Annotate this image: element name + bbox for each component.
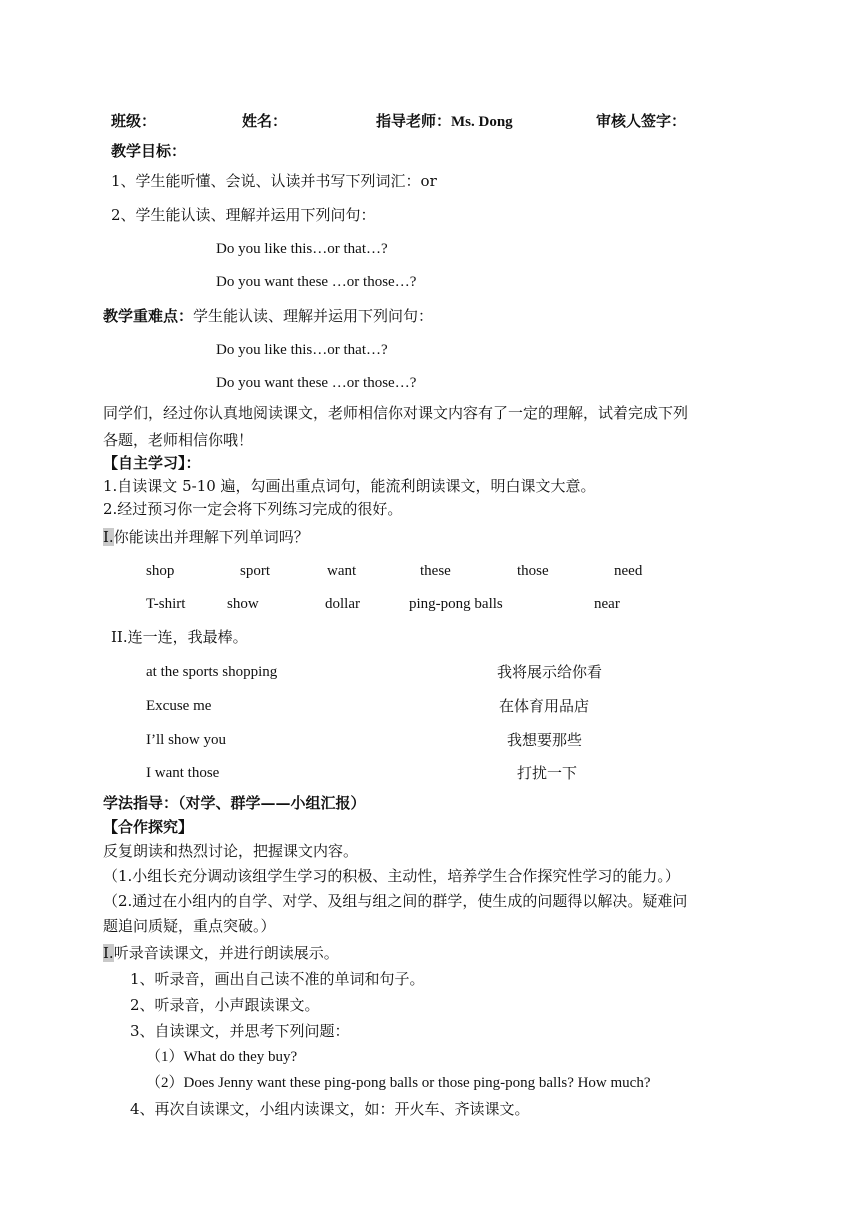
match-left-item: I’ll show you [146, 732, 226, 748]
match-left-item: Excuse me [146, 698, 212, 714]
intro-line-1: 同学们，经过你认真地阅读课文，老师相信你对课文内容有了一定的理解，试着完成下列 [103, 404, 689, 422]
self-study-part-1-text: 你能读出并理解下列单词吗？ [113, 528, 309, 546]
objective-item-2: 2、学生能认读、理解并运用下列问句： [111, 206, 376, 224]
cooperative-step-4: 4、再次自读课文，小组内读课文，如：开火车、齐读课文。 [130, 1100, 530, 1118]
roman-numeral-1: I. [103, 528, 114, 546]
match-right-item: 在体育用品店 [499, 697, 590, 715]
match-right-item: 我想要那些 [507, 731, 583, 749]
teacher-label: 指导老师： [376, 112, 452, 130]
cooperative-step-2: 2、听录音，小声跟读课文。 [130, 996, 320, 1014]
teacher-name: Ms. Dong [451, 114, 513, 130]
self-study-part-1 [103, 527, 309, 547]
self-study-item-1: 1.自读课文 5-10 遍，勾画出重点词句，能流利朗读课文，明白课文大意。 [103, 477, 596, 495]
name-label: 姓名： [242, 112, 288, 130]
self-study-item-2: 2.经过预习你一定会将下列练习完成的很好。 [103, 500, 403, 518]
cooperative-question-1: （1）What do they buy? [146, 1049, 298, 1065]
word-item: ping-pong balls [409, 596, 503, 612]
method-title: 学法指导：（对学、群学——小组汇报） [103, 794, 366, 812]
word-item: those [517, 563, 549, 579]
objective-question-1: Do you like this…or that…? [216, 241, 388, 257]
word-item: need [614, 563, 643, 579]
cooperative-step-1: 1、听录音，画出自己读不准的单词和句子。 [130, 970, 425, 988]
word-item: dollar [325, 596, 360, 612]
intro-line-2: 各题，老师相信你哦！ [103, 431, 254, 449]
match-right-item: 打扰一下 [517, 764, 578, 782]
key-points-label: 教学重难点： [103, 307, 194, 325]
objectives-title: 教学目标： [111, 142, 187, 160]
word-item: shop [146, 563, 175, 579]
class-label: 班级： [111, 112, 157, 130]
key-points-text: 学生能认读、理解并运用下列问句： [193, 307, 434, 325]
word-item: show [227, 596, 259, 612]
objective-question-2: Do you want these …or those…? [216, 274, 417, 290]
word-item: these [420, 563, 451, 579]
roman-numeral-1: I. [103, 944, 114, 962]
cooperative-line-3: （2.通过在小组内的自学、对学、及组与组之间的群学，使生成的问题得以解决。疑难问 [103, 892, 688, 910]
cooperative-line-4: 题追问质疑，重点突破。） [103, 917, 276, 935]
word-item: near [594, 596, 620, 612]
cooperative-part-1 [103, 943, 339, 963]
key-question-1: Do you like this…or that…? [216, 342, 388, 358]
key-points [103, 306, 433, 326]
key-question-2: Do you want these …or those…? [216, 375, 417, 391]
word-item: T-shirt [146, 596, 186, 612]
cooperative-part-1-text: 听录音读课文，并进行朗读展示。 [113, 944, 339, 962]
cooperative-question-2: （2）Does Jenny want these ping-pong balls or those ping-pong balls? How much? [146, 1075, 651, 1091]
cooperative-step-3: 3、自读课文，并思考下列问题： [130, 1022, 350, 1040]
match-right-item: 我将展示给你看 [497, 663, 603, 681]
teacher-field [376, 111, 513, 132]
match-left-item: at the sports shopping [146, 664, 278, 680]
self-study-part-2-title: II.连一连，我最棒。 [111, 628, 248, 646]
word-item: sport [240, 563, 270, 579]
match-left-item: I want those [146, 765, 220, 781]
cooperative-line-1: 反复朗读和热烈讨论，把握课文内容。 [103, 842, 359, 860]
objective-item-1: 1、学生能听懂、会说、认读并书写下列词汇：or [111, 172, 437, 190]
reviewer-label: 审核人签字： [596, 112, 687, 130]
cooperative-title: 【合作探究】 [103, 818, 194, 836]
cooperative-line-2: （1.小组长充分调动该组学生学习的积极、主动性，培养学生合作探究性学习的能力。） [103, 867, 680, 885]
word-item: want [327, 563, 357, 579]
self-study-title: 【自主学习】： [103, 454, 201, 472]
